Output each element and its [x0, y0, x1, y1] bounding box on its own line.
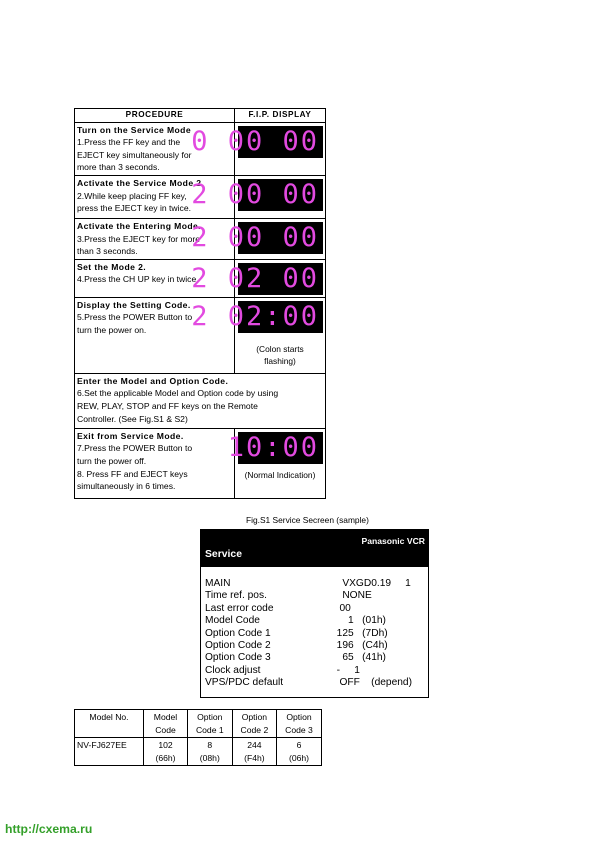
fip-note-line: (Colon starts [256, 343, 304, 354]
cell-line: 102 [158, 740, 173, 751]
brand-label: Panasonic VCR [361, 536, 425, 546]
step-text [75, 428, 235, 498]
cell-model-code [144, 738, 188, 766]
code-header-row [75, 710, 322, 738]
cell-line: (66h) [155, 752, 176, 763]
service-screen [200, 529, 429, 698]
fip-cell [191, 259, 326, 297]
service-row [205, 628, 428, 640]
code-data-row [75, 738, 322, 766]
cell-option-2 [232, 738, 277, 766]
fip-cell [191, 175, 326, 218]
header-cell-model-no [75, 710, 144, 738]
step-row-7 [75, 428, 326, 498]
fip-cell [227, 428, 326, 498]
service-row-value: - 1 [331, 664, 360, 676]
header-line: Code 2 [240, 724, 269, 735]
step-line: 8. Press FF and EJECT keys [77, 468, 188, 479]
service-row [205, 578, 428, 590]
step-title: Exit from Service Mode. [77, 430, 184, 441]
figure-caption: Fig.S1 Service Secreen (sample) [246, 515, 369, 525]
step-line: 4.Press the CH UP key in twice. [77, 274, 199, 285]
step-row-4 [75, 259, 326, 297]
header-line: Code [155, 724, 176, 735]
step-line: 3.Press the EJECT key for more [77, 233, 201, 244]
step-text [75, 373, 326, 428]
service-row-label: Option Code 3 [205, 652, 271, 664]
step-line: EJECT key simultaneously for [77, 149, 192, 160]
step-row-2 [75, 175, 326, 218]
step-line: than 3 seconds. [77, 246, 138, 257]
procedure-header-row [75, 109, 326, 123]
step-row-5 [75, 297, 326, 373]
header-line: Option [241, 712, 268, 722]
step-line: 2.While keep placing FF key, [77, 190, 187, 201]
service-row-label: Option Code 2 [205, 639, 271, 651]
display-header: F.I.P. DISPLAY [235, 109, 326, 123]
fip-cell [191, 218, 326, 259]
cell-line: (06h) [288, 752, 310, 763]
fip-display: 2 00 00 [238, 222, 323, 254]
service-row-value: 125 (7Dh) [331, 627, 388, 639]
step-title: Activate the Entering Mode. [77, 220, 201, 231]
service-row [205, 677, 428, 689]
cell-line: NV-FJ627EE [77, 740, 127, 751]
fip-display: 2 00 00 [238, 179, 323, 211]
step-line: REW, PLAY, STOP and FF keys on the Remote [77, 400, 258, 411]
step-line: turn the power off. [77, 455, 147, 466]
header-cell-option-2 [232, 710, 277, 738]
service-row-value: 196 (C4h) [331, 639, 388, 651]
fip-note-line: flashing) [264, 356, 296, 367]
service-row-value: 00 [331, 602, 351, 614]
step-line: turn the power on. [77, 324, 147, 335]
service-row-label: Option Code 1 [205, 627, 271, 639]
step-title: Enter the Model and Option Code. [77, 375, 229, 386]
service-row-label: VPS/PDC default [205, 677, 284, 689]
cell-line: (08h) [199, 752, 220, 763]
header-cell-option-1 [188, 710, 233, 738]
cell-option-1 [188, 738, 233, 766]
cell-line: 244 [247, 740, 262, 751]
step-row-6 [75, 373, 326, 428]
footer-link[interactable]: http://cxema.ru [5, 822, 93, 836]
header-cell-model-code [144, 710, 188, 738]
step-line: 1.Press the FF key and the [77, 137, 181, 148]
step-row-3 [75, 218, 326, 259]
cell-line: 8 [207, 740, 213, 751]
service-row-value: NONE [331, 590, 372, 602]
fip-display: 2 02:00 [238, 301, 323, 333]
fip-display: 10:00 [238, 432, 323, 464]
service-row [205, 640, 428, 652]
service-row-value: 65 (41h) [331, 652, 386, 664]
step-line: simultaneously in 6 times. [77, 481, 176, 492]
header-line: Code 1 [195, 724, 224, 735]
service-row-label: Last error code [205, 602, 274, 614]
step-title: Turn on the Service Mode [77, 124, 192, 135]
step-line: 6.Set the applicable Model and Option code by using [77, 388, 279, 399]
service-row [205, 665, 428, 677]
service-row [205, 603, 428, 615]
service-header [201, 530, 428, 567]
service-row-label: Time ref. pos. [205, 590, 267, 602]
service-row [205, 615, 428, 627]
procedure-table [74, 108, 326, 499]
cell-model-no [75, 738, 144, 766]
service-row [205, 652, 428, 664]
service-title: Service [205, 549, 242, 560]
header-line: Code 3 [285, 724, 313, 735]
cell-line: 6 [296, 740, 302, 751]
step-title: Activate the Service Mode 2 [77, 177, 202, 188]
step-title: Set the Mode 2. [77, 261, 147, 272]
step-row-1 [75, 122, 326, 175]
service-row-value: 1 (01h) [331, 615, 386, 627]
service-row-value: OFF (depend) [331, 677, 412, 689]
cell-line: (F4h) [244, 752, 265, 763]
procedure-header: PROCEDURE [75, 109, 235, 123]
service-row-label: Clock adjust [205, 664, 261, 676]
code-table [74, 709, 322, 766]
service-row-label: MAIN [205, 578, 231, 589]
service-row-label: Model Code [205, 615, 260, 627]
fip-cell [191, 122, 326, 175]
step-line: Controller. (See Fig.S1 & S2) [77, 413, 188, 424]
header-line: Option [197, 712, 223, 722]
header-cell-option-3 [277, 710, 322, 738]
fip-cell [191, 297, 326, 373]
step-title: Display the Setting Code. [77, 299, 191, 310]
cell-option-3 [277, 738, 322, 766]
header-line: Model [153, 712, 178, 722]
step-line: more than 3 seconds. [77, 162, 160, 173]
step-line: press the EJECT key in twice. [77, 203, 191, 214]
step-line: 5.Press the POWER Button to [77, 312, 193, 323]
fip-note: (Normal Indication) [244, 469, 316, 480]
header-line: Model No. [89, 712, 129, 722]
service-rows [205, 578, 428, 690]
step-line: 7.Press the POWER Button to [77, 443, 193, 454]
fip-display: 0 00 00 [238, 126, 323, 158]
service-row [205, 590, 428, 602]
header-line: Option [286, 712, 312, 722]
fip-note [238, 343, 322, 368]
fip-display: 2 02 00 [238, 263, 323, 295]
service-row-value: VXGD0.19 1 [331, 578, 411, 589]
